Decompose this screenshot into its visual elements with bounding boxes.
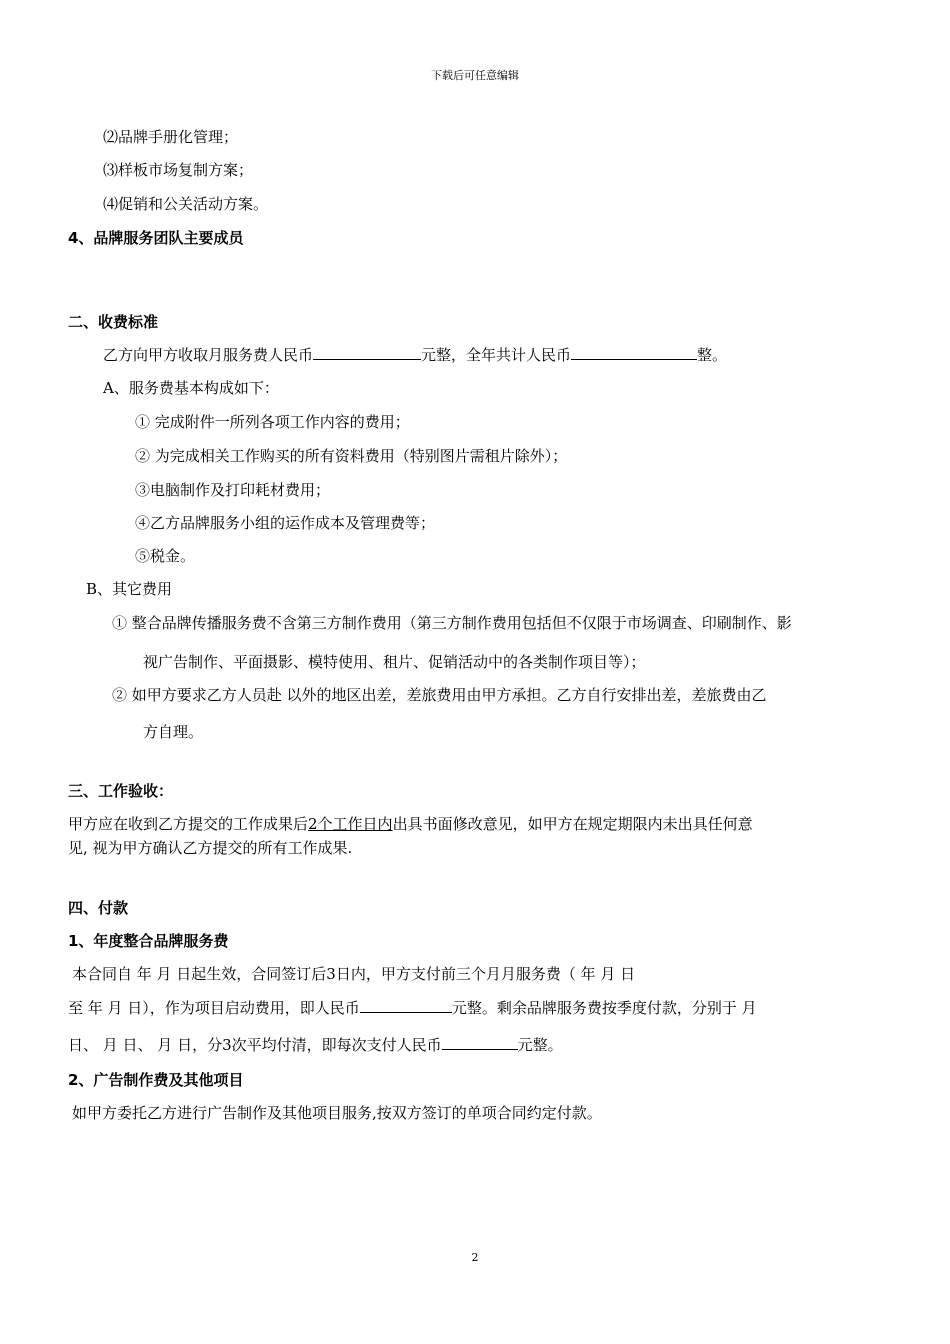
text: 元整。剩余品牌服务费按季度付款，分别于 月 [451, 999, 757, 1017]
underlined-text: 2个工作日内 [308, 815, 393, 833]
fee-text-a: 乙方向甲方收取月服务费人民币 [103, 346, 314, 364]
fee-sentence [103, 345, 727, 365]
text: 元整。 [517, 1036, 563, 1054]
paragraph-line: 见, 视为甲方确认乙方提交的所有工作成果. [68, 839, 353, 857]
text: 至 年 月 日），作为项目启动费用，即人民币 [68, 999, 360, 1017]
page-number: 2 [471, 1251, 479, 1264]
list-item-continued: 方自理。 [143, 723, 204, 741]
subsection-heading: 2、广告制作费及其他项目 [68, 1071, 244, 1089]
blank-line [571, 345, 697, 360]
blank-line [360, 998, 452, 1013]
paragraph-line [68, 1035, 563, 1055]
section-heading: 二、收费标准 [68, 313, 159, 331]
text: 甲方应在收到乙方提交的工作成果后 [68, 815, 309, 833]
text: 日、 月 日、 月 日，分3次平均付清，即每次支付人民币 [68, 1036, 442, 1054]
fee-text-b: 元整，全年共计人民币 [421, 346, 572, 364]
subsection-heading: 1、年度整合品牌服务费 [68, 932, 229, 950]
list-item: ⑤税金。 [135, 547, 196, 565]
list-item: ③电脑制作及打印耗材费用； [135, 481, 331, 499]
section-heading: 四、付款 [68, 899, 129, 917]
list-item: ② 如甲方要求乙方人员赴 以外的地区出差，差旅费用由甲方承担。乙方自行安排出差，差旅费由乙 [112, 686, 767, 704]
list-item: ① 整合品牌传播服务费不含第三方制作费用（第三方制作费用包括但不仅限于市场调查、印刷制作、影 [112, 614, 792, 632]
fee-text-c: 整。 [697, 346, 728, 364]
list-item: ④乙方品牌服务小组的运作成本及管理费等； [135, 514, 436, 532]
subsection-heading: B、其它费用 [86, 580, 173, 598]
list-item: ① 完成附件一所列各项工作内容的费用； [135, 413, 410, 431]
page-header: 下载后可任意编辑 [431, 69, 519, 82]
section-heading: 三、工作验收： [68, 782, 174, 800]
list-item: ② 为完成相关工作购买的所有资料费用（特别图片需租片除外）； [135, 447, 568, 465]
list-item: ⑵品牌手册化管理； [103, 128, 239, 146]
blank-line [442, 1035, 518, 1050]
subsection-heading: A、服务费基本构成如下： [103, 379, 279, 397]
paragraph-line: 本合同自 年 月 日起生效，合同签订后3日内，甲方支付前三个月月服务费（ 年 月 日 [72, 965, 636, 983]
paragraph-line [68, 998, 757, 1018]
paragraph-line: 如甲方委托乙方进行广告制作及其他项目服务,按双方签订的单项合同约定付款。 [72, 1104, 602, 1122]
list-item: ⑷促销和公关活动方案。 [103, 195, 269, 213]
list-item-continued: 视广告制作、平面摄影、模特使用、租片、促销活动中的各类制作项目等）； [143, 653, 646, 671]
paragraph-line [68, 814, 753, 834]
list-item: ⑶样板市场复制方案； [103, 161, 254, 179]
section-heading: 4、品牌服务团队主要成员 [68, 229, 244, 247]
text: 出具书面修改意见，如甲方在规定期限内未出具任何意 [392, 815, 753, 833]
blank-line [313, 345, 421, 360]
